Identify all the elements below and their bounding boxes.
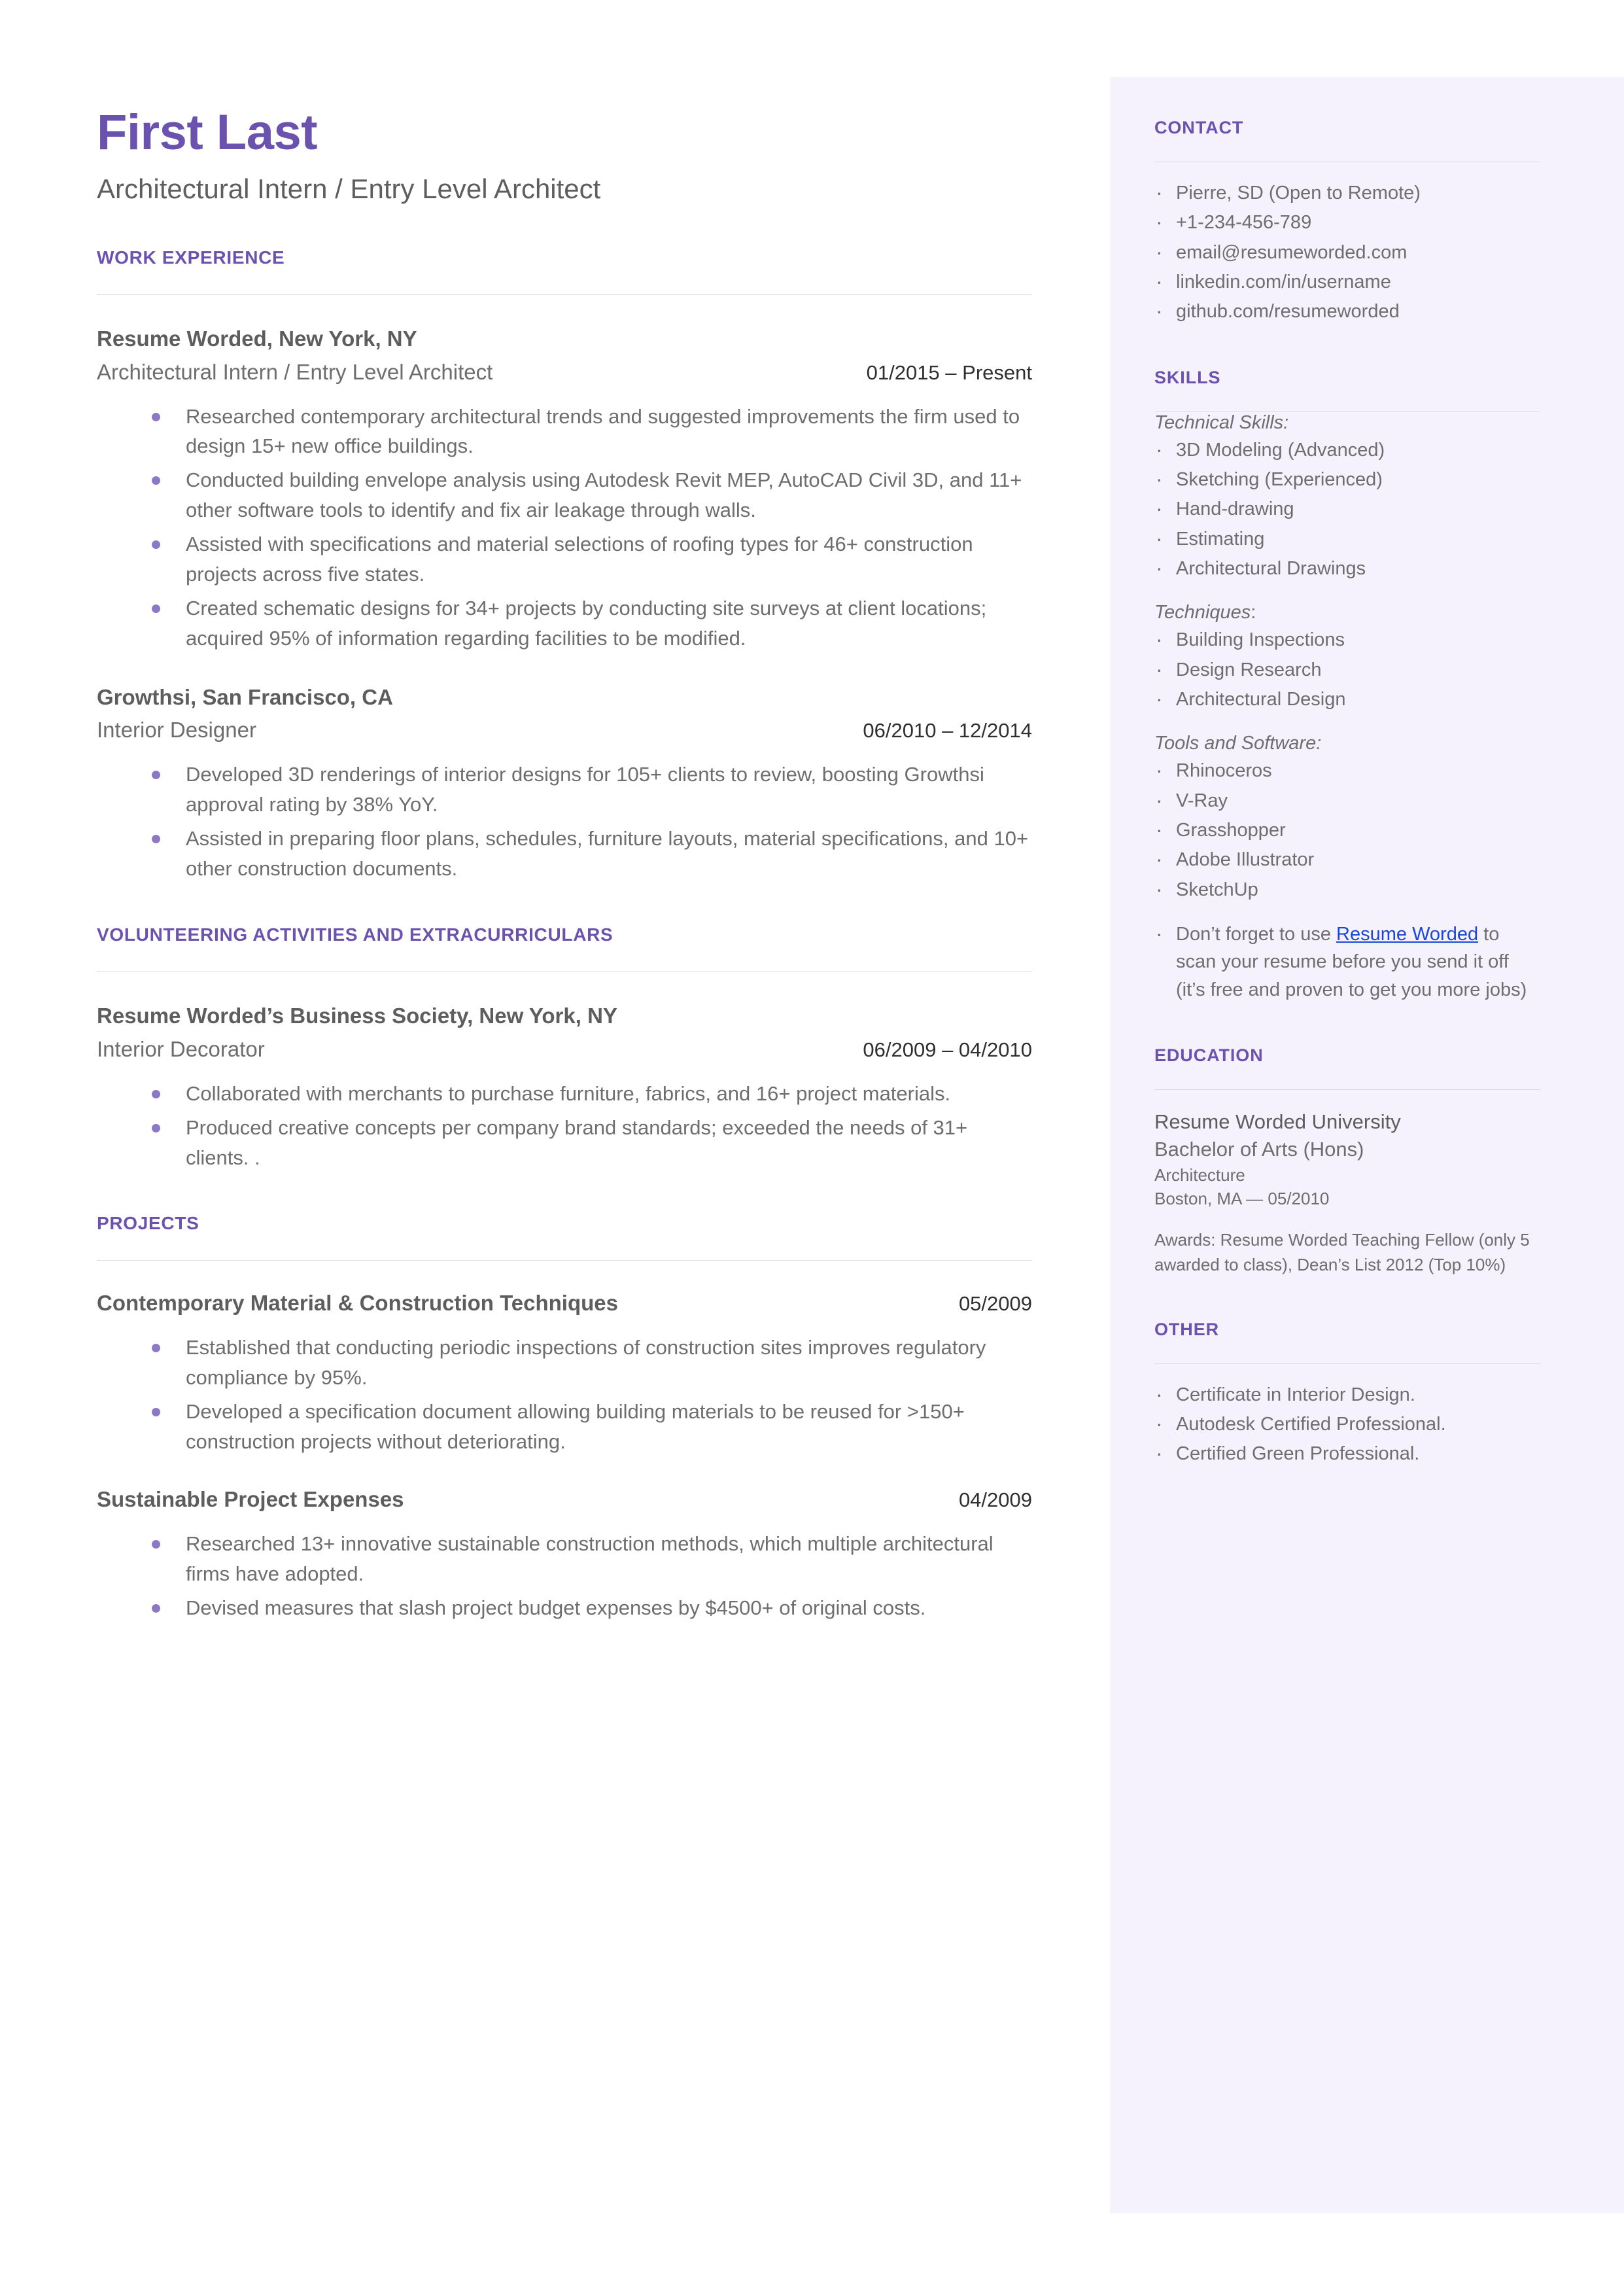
promo-item [1154, 920, 1540, 1004]
bullet-item: Conducted building envelope analysis using Autodesk Revit MEP, AutoCAD Civil 3D, and 11+ other software tools to identify and fix air leakage through walls. [148, 465, 1032, 525]
skills-group-label: Technical Skills: [1154, 412, 1289, 433]
entry-role-date-row [97, 1487, 1032, 1512]
entry-date: 04/2009 [958, 1488, 1032, 1511]
entry-bullet-list [97, 402, 1032, 654]
education-degree: Bachelor of Arts (Hons) [1154, 1137, 1364, 1161]
entry-role: Architectural Intern / Entry Level Architect [97, 359, 493, 384]
project-title: Contemporary Material & Construction Techniques [97, 1291, 618, 1316]
skill-item: · Adobe Illustrator [1154, 846, 1540, 873]
entry-role-date-row [97, 718, 1032, 743]
skills-group-list [1154, 757, 1540, 903]
experience-entry [97, 1002, 1032, 1173]
section-title: VOLUNTEERING ACTIVITIES AND EXTRACURRICULARS [97, 924, 613, 945]
education-field: Architecture [1154, 1165, 1245, 1185]
entry-bullet-list [97, 1333, 1032, 1457]
other-divider [1154, 1363, 1540, 1364]
skills-group-label-colon: : [1251, 602, 1256, 623]
contact-section-title: CONTACT [1154, 118, 1244, 137]
entry-date: 01/2015 – Present [866, 360, 1032, 384]
bullet-item: Devised measures that slash project budget expenses by $4500+ of original costs. [148, 1593, 1032, 1623]
skill-item: · Architectural Drawings [1154, 555, 1540, 582]
experience-entry [97, 325, 1032, 654]
other-item: · Certificate in Interior Design. [1154, 1381, 1540, 1409]
skills-group-list [1154, 436, 1540, 583]
bullet-item: Created schematic designs for 34+ projects by conducting site surveys at client locations; acquired 95% of information regarding facilities to be modified. [148, 593, 1032, 654]
promo-text-before: Don’t forget to use [1176, 923, 1337, 945]
skill-item: · V-Ray [1154, 787, 1540, 815]
promo-note [1154, 920, 1540, 1004]
bullet-item: Collaborated with merchants to purchase furniture, fabrics, and 16+ project materials. [148, 1079, 1032, 1109]
section-divider [97, 1260, 1032, 1261]
skill-item: · Building Inspections [1154, 626, 1540, 654]
entry-bullet-list [97, 1529, 1032, 1623]
education-location-date: Boston, MA — 05/2010 [1154, 1189, 1330, 1209]
resume-section [97, 247, 1032, 884]
skill-item: · Estimating [1154, 525, 1540, 553]
contact-item: · Pierre, SD (Open to Remote) [1154, 179, 1540, 207]
resume-section [97, 924, 1032, 1173]
bullet-item: Researched contemporary architectural trends and suggested improvements the firm used to design 15+ new office buildings. [148, 402, 1032, 462]
experience-entry [97, 1487, 1032, 1623]
bullet-item: Established that conducting periodic inspections of construction sites improves regulatory compliance by 95%. [148, 1333, 1032, 1393]
other-section-title: OTHER [1154, 1319, 1219, 1339]
bullet-item: Assisted with specifications and material selections of roofing types for 46+ construction projects across five states. [148, 529, 1032, 589]
entry-role-date-row [97, 1037, 1032, 1062]
skill-item: · Architectural Design [1154, 686, 1540, 713]
skills-group-label [1154, 602, 1540, 623]
main-column [97, 105, 1032, 1627]
bullet-item: Produced creative concepts per company brand standards; exceeded the needs of 31+ clients. . [148, 1113, 1032, 1173]
entry-role-date-row [97, 360, 1032, 385]
promo-text-after: to scan your resume before you send it off (it’s free and proven to get you more jobs) [1176, 923, 1527, 1000]
section-divider [97, 294, 1032, 295]
contact-item: · email@resumeworded.com [1154, 239, 1540, 266]
entry-role: Interior Decorator [97, 1036, 265, 1061]
skill-item: · Grasshopper [1154, 816, 1540, 844]
skill-item: · 3D Modeling (Advanced) [1154, 436, 1540, 464]
education-awards: Awards: Resume Worded Teaching Fellow (only 5 awarded to class), Dean’s List 2012 (Top 10%) [1154, 1230, 1530, 1275]
contact-item: · linkedin.com/in/username [1154, 268, 1540, 296]
bullet-item: Developed a specification document allowing building materials to be reused for >150+ construction projects without deteriorating. [148, 1397, 1032, 1457]
entry-organization: Growthsi, San Francisco, CA [97, 684, 393, 709]
section-title: PROJECTS [97, 1213, 199, 1234]
bullet-item: Assisted in preparing floor plans, schedules, furniture layouts, material specifications, and 10+ other construction documents. [148, 824, 1032, 884]
contact-item: · github.com/resumeworded [1154, 298, 1540, 325]
skills-group-list [1154, 626, 1540, 713]
entry-organization: Resume Worded, New York, NY [97, 326, 417, 351]
main-sections [97, 247, 1032, 1623]
entry-date: 06/2009 – 04/2010 [863, 1038, 1032, 1061]
candidate-headline: Architectural Intern / Entry Level Architect [97, 173, 601, 205]
skill-item: · Design Research [1154, 656, 1540, 684]
entry-date: 06/2010 – 12/2014 [863, 719, 1032, 743]
skill-item: · Hand-drawing [1154, 495, 1540, 523]
contact-list [1154, 179, 1540, 326]
education-section-title: EDUCATION [1154, 1045, 1264, 1065]
entry-organization: Resume Worded’s Business Society, New York, NY [97, 1003, 617, 1028]
candidate-name: First Last [97, 105, 318, 160]
skill-item: · Sketching (Experienced) [1154, 466, 1540, 493]
sidebar-column [1154, 118, 1540, 1470]
project-title: Sustainable Project Expenses [97, 1486, 404, 1511]
skills-section-title: SKILLS [1154, 367, 1221, 387]
bullet-item: Researched 13+ innovative sustainable construction methods, which multiple architectural firms have adopted. [148, 1529, 1032, 1589]
skills-groups [1154, 412, 1540, 903]
entry-role: Interior Designer [97, 718, 256, 743]
experience-entry [97, 684, 1032, 884]
contact-item: · +1-234-456-789 [1154, 209, 1540, 236]
skills-group-label-text: Techniques [1154, 602, 1251, 623]
sidebar-section-skills [1154, 368, 1540, 1004]
section-title: WORK EXPERIENCE [97, 247, 285, 268]
skill-item: · SketchUp [1154, 876, 1540, 903]
entry-bullet-list [97, 760, 1032, 884]
other-item: · Certified Green Professional. [1154, 1440, 1540, 1467]
education-school: Resume Worded University [1154, 1110, 1401, 1133]
sidebar-section-other [1154, 1320, 1540, 1468]
other-item: · Autodesk Certified Professional. [1154, 1410, 1540, 1438]
resume-section [97, 1213, 1032, 1622]
entry-date: 05/2009 [958, 1292, 1032, 1316]
entry-bullet-list [97, 1079, 1032, 1173]
entry-role-date-row [97, 1291, 1032, 1316]
sidebar-section-education [1154, 1045, 1540, 1278]
skills-group-label: Tools and Software: [1154, 733, 1322, 754]
resume-worded-link[interactable]: Resume Worded [1336, 923, 1479, 945]
sidebar-section-contact [1154, 118, 1540, 326]
other-list [1154, 1381, 1540, 1468]
experience-entry [97, 1291, 1032, 1457]
education-divider [1154, 1089, 1540, 1090]
skill-item: · Rhinoceros [1154, 757, 1540, 784]
bullet-item: Developed 3D renderings of interior designs for 105+ clients to review, boosting Growthsi approval rating by 38% YoY. [148, 760, 1032, 820]
education-entry [1154, 1108, 1540, 1278]
